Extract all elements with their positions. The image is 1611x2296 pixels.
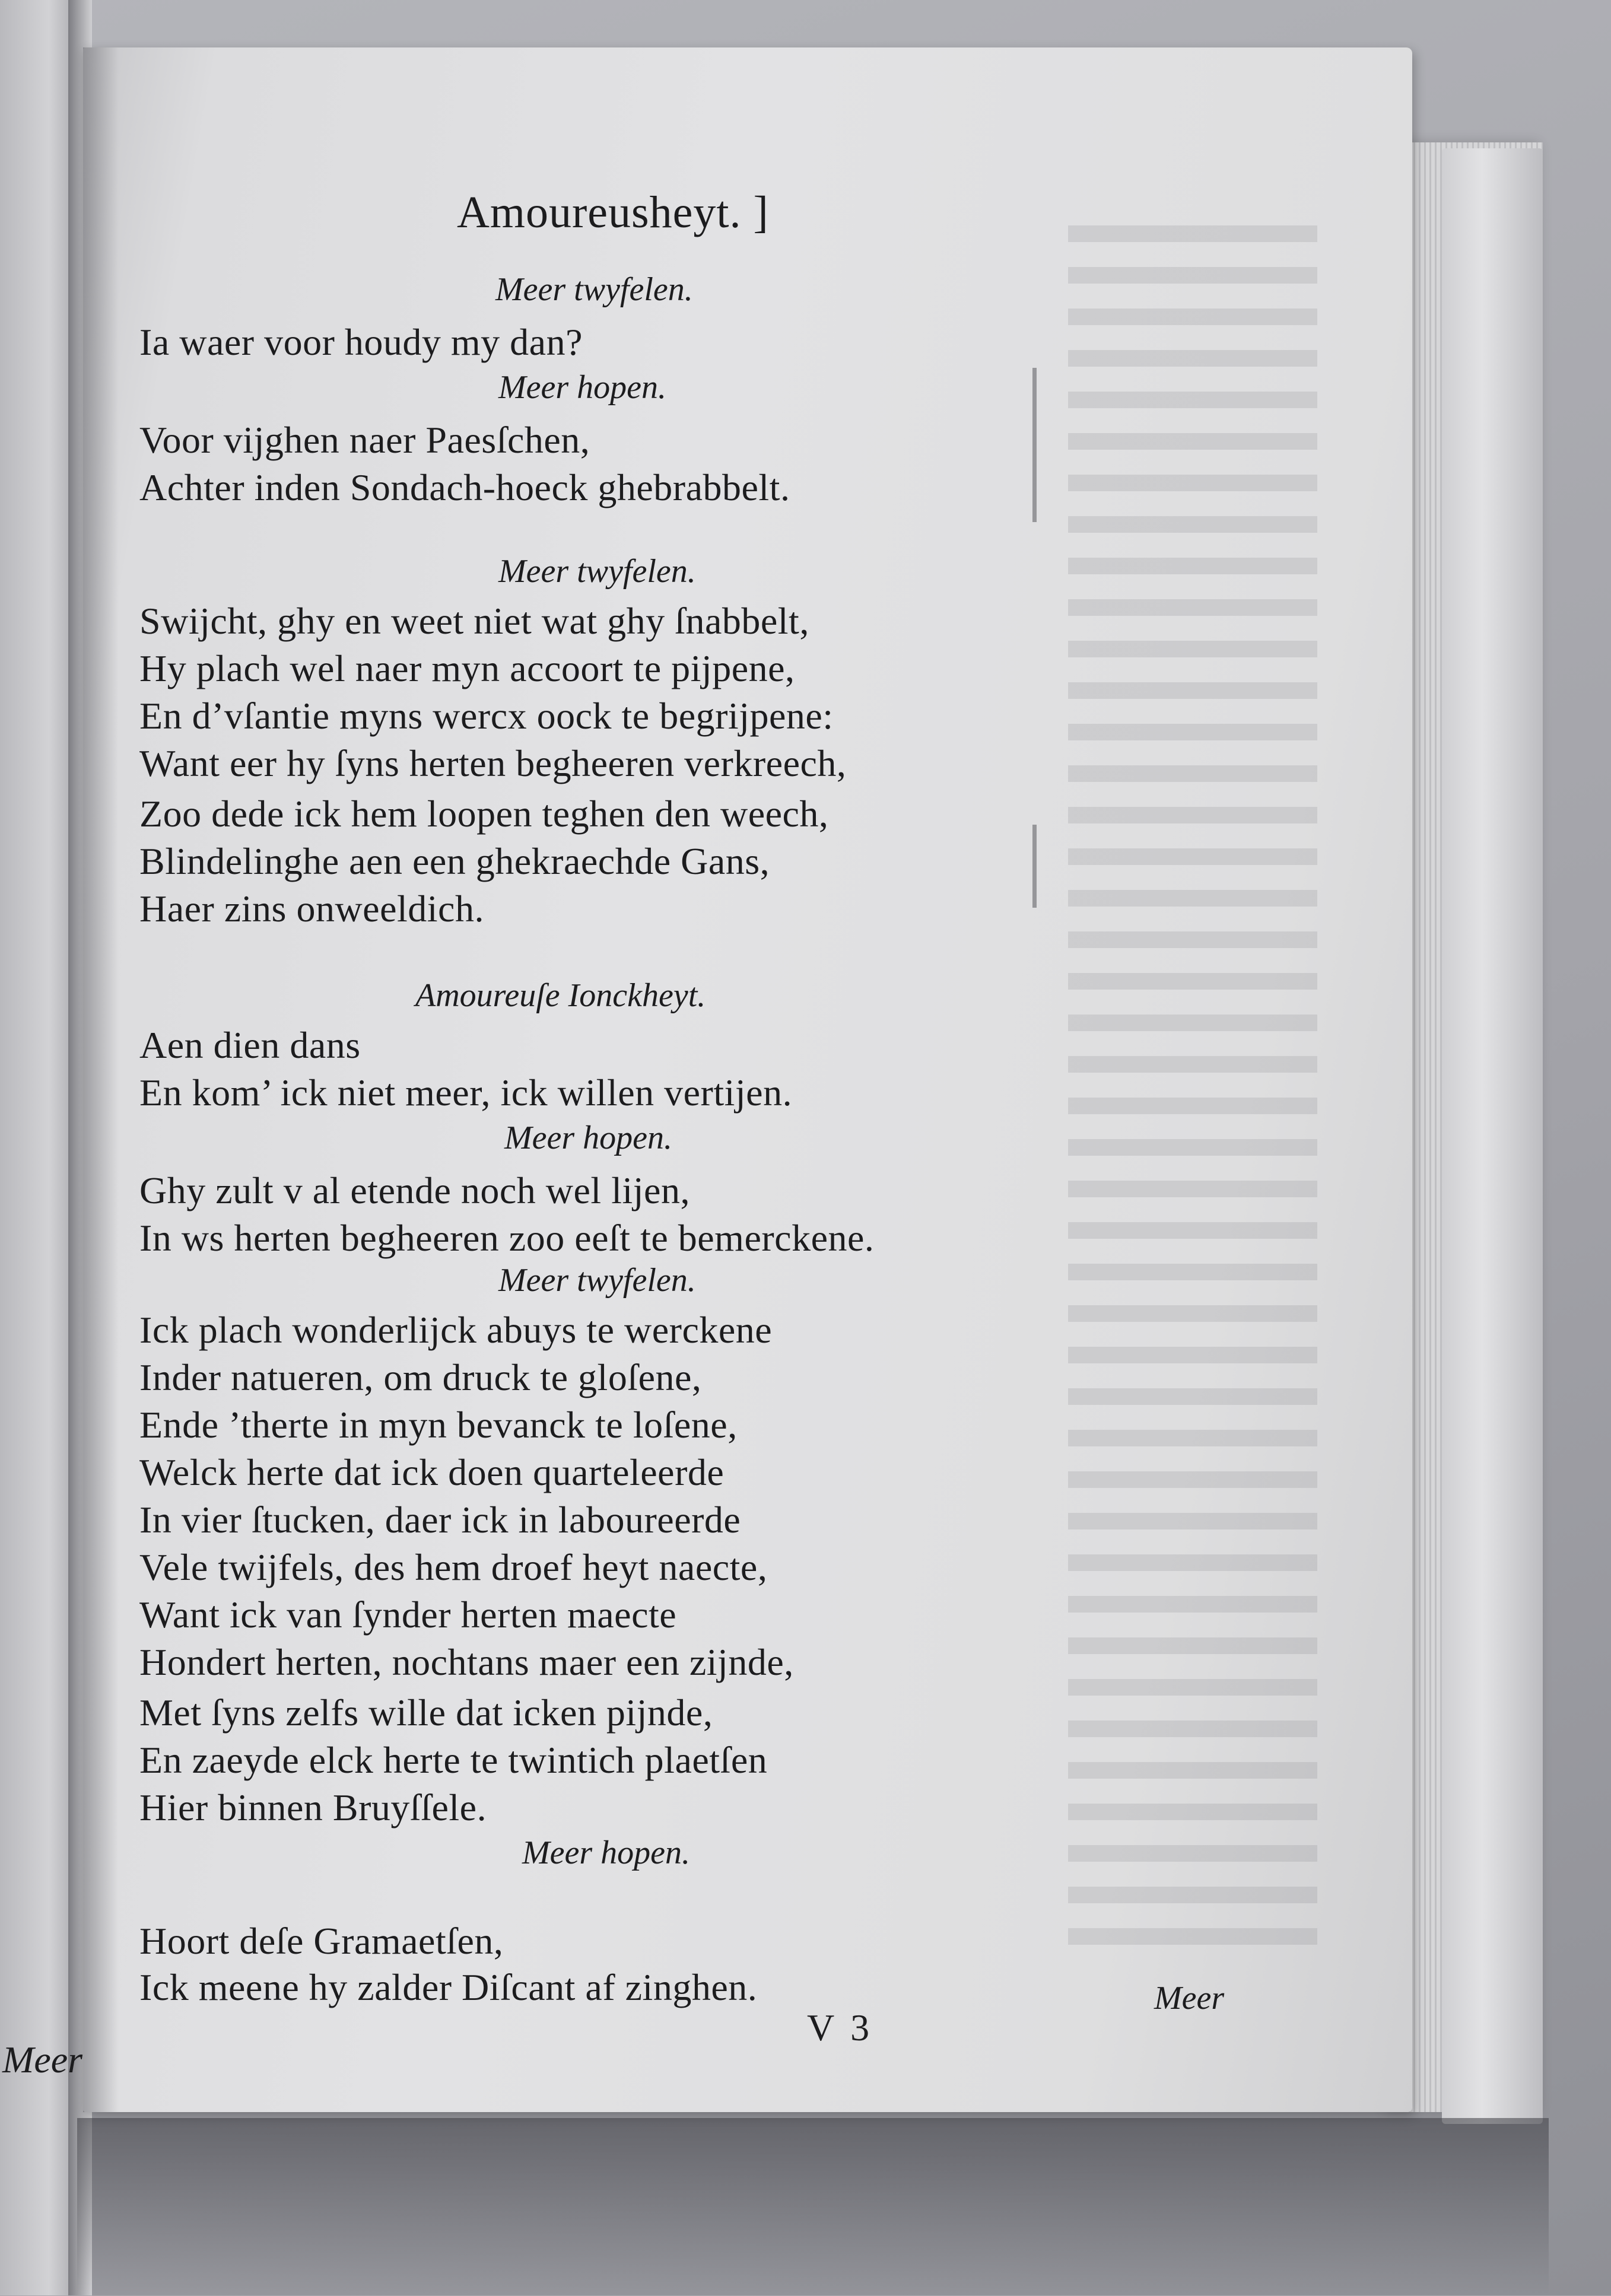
verse-line: Hier binnen Bruyſſele. [139,1786,487,1828]
verse-line: Zoo dede ick hem loopen teghen den weech, [139,793,829,835]
speaker-name: Meer hopen. [498,369,667,406]
cover-board [1442,148,1543,2124]
verse-line: Vele twijfels, des hem droef heyt naecte, [139,1546,768,1588]
verse-line: Inder natueren, om druck te gloſene, [139,1356,702,1398]
verse-line: En kom’ ick niet meer, ick willen vertijen. [139,1071,793,1114]
page-gutter-shadow [83,47,119,2112]
verse-line: En zaeyde elck herte te twintich plaetſen [139,1739,768,1781]
speaker-name: Meer twyfelen. [498,553,696,590]
verse-line: In ws herten begheeren zoo eeſt te bemerckene. [139,1217,875,1259]
verse-line: Ia waer voor houdy my dan? [139,321,583,363]
running-head: Amoureusheyt. ] [457,187,769,237]
speaker-name: Meer twyfelen. [495,271,693,308]
speaker-name: Amoureuſe Ionckheyt. [415,977,706,1014]
verse-line: Ick meene hy zalder Diſcant af zinghen. [139,1966,758,2008]
verse-line: Haer zins onweeldich. [139,888,484,930]
verse-line: Aen dien dans [139,1024,361,1066]
verse-line: Ghy zult v al etende noch wel lijen, [139,1169,690,1211]
verse-line: Hondert herten, nochtans maer een zijnde, [139,1641,794,1683]
signature-mark: V 3 [807,2006,873,2049]
verse-line: Want ick van ſynder herten maecte [139,1594,677,1636]
speaker-name: Meer twyfelen. [498,1262,696,1299]
verse-line: En d’vſantie myns wercx oock te begrijpene: [139,695,834,737]
speaker-name: Meer hopen. [522,1834,691,1871]
verse-line: Ick plach wonderlijck abuys te werckene [139,1309,773,1351]
verse-line: Blindelinghe aen een ghekraechde Gans, [139,840,770,882]
verse-line: In vier ſtucken, daer ick in laboureerde [139,1499,741,1541]
verse-line: Met ſyns zelfs wille dat icken pijnde, [139,1691,713,1734]
verse-line: Achter inden Sondach-hoeck ghebrabbelt. [139,466,790,508]
verse-line: Welck herte dat ick doen quarteleerde [139,1451,725,1493]
verse-line: Voor vijghen naer Paesſchen, [139,419,590,461]
verse-line: Ende ’therte in myn bevanck te loſene, [139,1404,738,1446]
speaker-name: Meer hopen. [504,1120,673,1156]
verse-line: Swijcht, ghy en weet niet wat ghy ſnabbelt, [139,600,809,642]
show-through-text [1068,225,1317,1946]
verse-line: Want eer hy ſyns herten begheeren verkreech, [139,742,847,784]
catchword: Meer [1154,1980,1225,2017]
previous-page-catchword: Meer [2,2039,83,2081]
book-shadow [77,2118,1549,2296]
margin-mark [1032,825,1037,908]
verse-line: Hoort deſe Gramaetſen, [139,1920,504,1962]
verse-line: Hy plach wel naer myn accoort te pijpene, [139,647,795,689]
margin-mark [1032,368,1037,522]
